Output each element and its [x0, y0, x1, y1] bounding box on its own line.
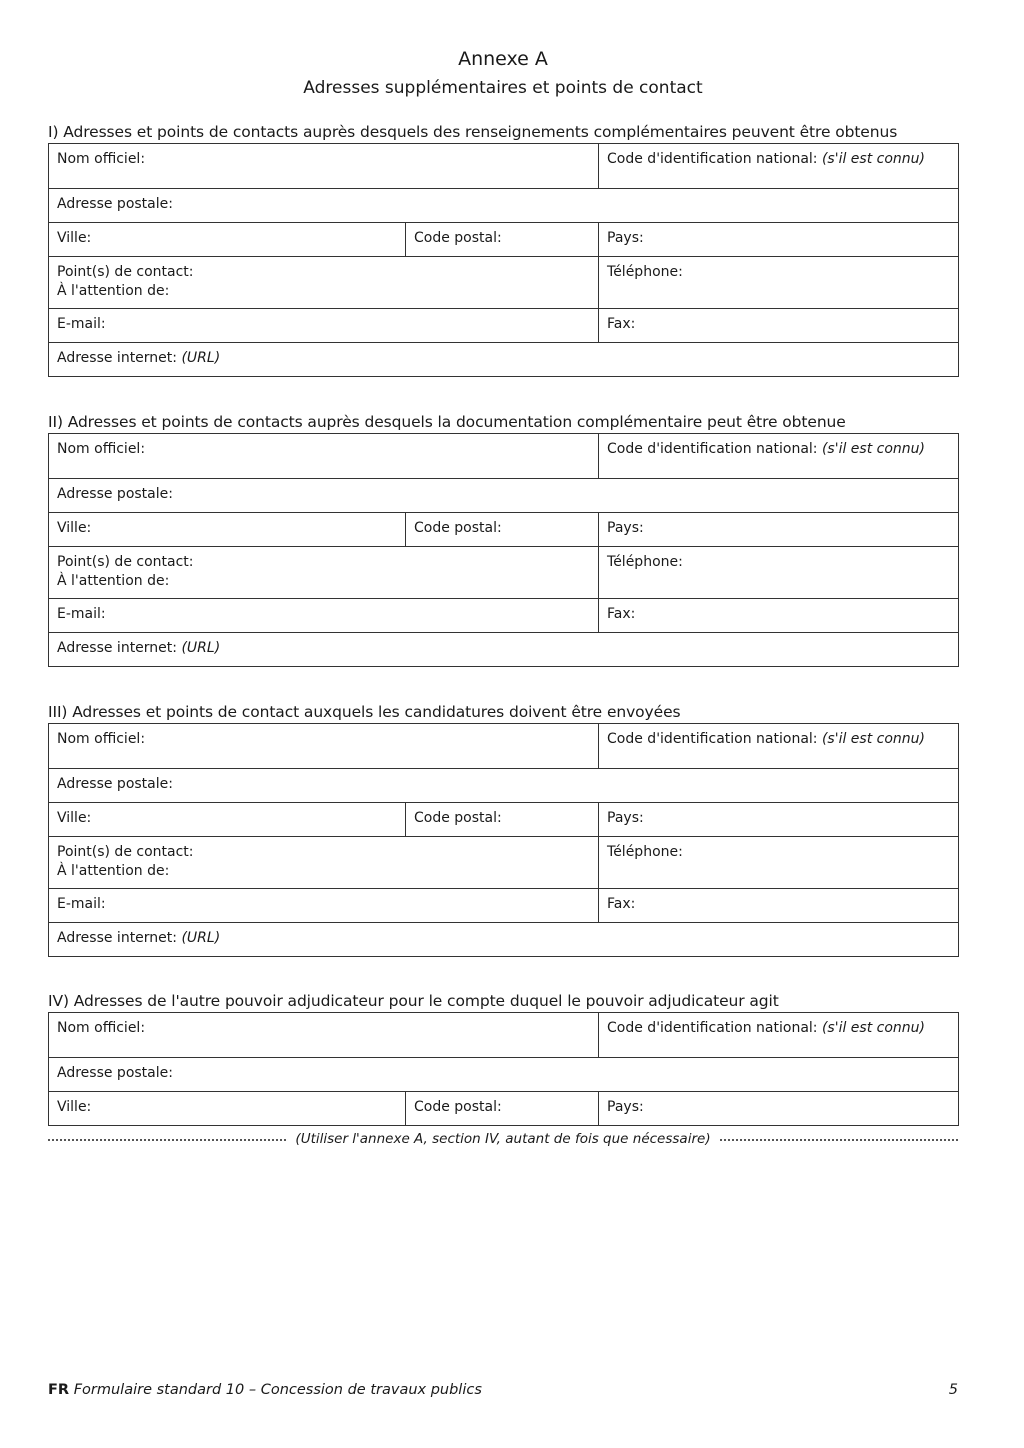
- field-label: Téléphone:: [607, 844, 683, 860]
- fax-field[interactable]: [599, 889, 959, 923]
- fax-field[interactable]: [599, 309, 959, 343]
- pays-field[interactable]: [599, 1092, 959, 1126]
- code-identification-field[interactable]: [599, 1013, 959, 1058]
- pays-field[interactable]: [599, 223, 959, 257]
- field-label: Fax:: [607, 316, 636, 332]
- field-label: À l'attention de:: [57, 283, 170, 299]
- section-1: [48, 121, 958, 377]
- field-note: (URL): [181, 930, 221, 946]
- field-note: (s'il est connu): [821, 441, 925, 457]
- contact-form-table: [48, 723, 959, 957]
- adresse-postale-field[interactable]: [49, 1058, 959, 1092]
- field-label: Nom officiel:: [57, 731, 146, 747]
- email-field[interactable]: [49, 599, 599, 633]
- field-label: Ville:: [57, 810, 92, 826]
- annex-subtitle: Adresses supplémentaires et points de contact: [303, 78, 703, 98]
- form-footer-label: [48, 1382, 482, 1398]
- field-label: Ville:: [57, 520, 92, 536]
- field-label: Code postal:: [414, 1099, 502, 1115]
- repeat-note: [48, 1131, 958, 1147]
- telephone-field[interactable]: [599, 547, 959, 599]
- section-heading: II) Adresses et points de contacts auprès desquels la documentation complémentaire peut être obtenue: [48, 413, 846, 431]
- fax-field[interactable]: [599, 599, 959, 633]
- field-label: Point(s) de contact:: [57, 554, 194, 570]
- field-label: E-mail:: [57, 896, 106, 912]
- code-postal-field[interactable]: [406, 223, 599, 257]
- field-label: Adresse postale:: [57, 776, 173, 792]
- field-label: Code d'identification national:: [607, 151, 818, 167]
- field-label: Téléphone:: [607, 554, 683, 570]
- field-label: Nom officiel:: [57, 441, 146, 457]
- field-label: Ville:: [57, 230, 92, 246]
- field-label: À l'attention de:: [57, 863, 170, 879]
- contact-form-table: [48, 433, 959, 667]
- field-label: Pays:: [607, 1099, 644, 1115]
- contact-form-table: [48, 143, 959, 377]
- field-label: Code postal:: [414, 230, 502, 246]
- nom-officiel-field[interactable]: [49, 724, 599, 769]
- point-contact-field[interactable]: [49, 257, 599, 309]
- adresse-internet-field[interactable]: [49, 343, 959, 377]
- page-number: 5: [948, 1382, 958, 1398]
- email-field[interactable]: [49, 889, 599, 923]
- code-identification-field[interactable]: [599, 144, 959, 189]
- field-label: Adresse internet:: [57, 350, 177, 366]
- field-label: Pays:: [607, 520, 644, 536]
- nom-officiel-field[interactable]: [49, 1013, 599, 1058]
- section-heading: III) Adresses et points de contact auxquels les candidatures doivent être envoyées: [48, 703, 681, 721]
- field-label: Code d'identification national:: [607, 441, 818, 457]
- code-postal-field[interactable]: [406, 803, 599, 837]
- section-heading: I) Adresses et points de contacts auprès desquels des renseignements complémentaires peuvent être obtenus: [48, 123, 898, 141]
- field-note: (s'il est connu): [821, 151, 925, 167]
- code-identification-field[interactable]: [599, 434, 959, 479]
- pays-field[interactable]: [599, 513, 959, 547]
- annex-title: Annexe A: [458, 48, 548, 70]
- field-label: E-mail:: [57, 316, 106, 332]
- ville-field[interactable]: [49, 1092, 406, 1126]
- language-code: FR: [48, 1382, 70, 1398]
- adresse-postale-field[interactable]: [49, 769, 959, 803]
- dotted-leader: [48, 1139, 286, 1141]
- field-label: Adresse postale:: [57, 1065, 173, 1081]
- section-2: [48, 411, 958, 667]
- field-note: (s'il est connu): [821, 731, 925, 747]
- adresse-postale-field[interactable]: [49, 189, 959, 223]
- dotted-leader: [720, 1139, 958, 1141]
- field-label: Code postal:: [414, 810, 502, 826]
- field-label: Téléphone:: [607, 264, 683, 280]
- field-note: (s'il est connu): [821, 1020, 925, 1036]
- field-label: Code d'identification national:: [607, 731, 818, 747]
- adresse-internet-field[interactable]: [49, 923, 959, 957]
- form-name: Formulaire standard 10 – Concession de travaux publics: [73, 1382, 482, 1398]
- field-label: Adresse internet:: [57, 930, 177, 946]
- email-field[interactable]: [49, 309, 599, 343]
- field-note: (URL): [181, 640, 221, 656]
- field-label: E-mail:: [57, 606, 106, 622]
- field-label: Ville:: [57, 1099, 92, 1115]
- field-note: (URL): [181, 350, 221, 366]
- nom-officiel-field[interactable]: [49, 434, 599, 479]
- code-postal-field[interactable]: [406, 513, 599, 547]
- point-contact-field[interactable]: [49, 837, 599, 889]
- field-label: Code postal:: [414, 520, 502, 536]
- field-label: Fax:: [607, 896, 636, 912]
- section-heading: IV) Adresses de l'autre pouvoir adjudicateur pour le compte duquel le pouvoir adjudicateur agit: [48, 992, 779, 1010]
- section-3: [48, 701, 958, 957]
- telephone-field[interactable]: [599, 257, 959, 309]
- repeat-note-text: (Utiliser l'annexe A, section IV, autant de fois que nécessaire): [295, 1131, 711, 1147]
- field-label: Pays:: [607, 230, 644, 246]
- section-4: [48, 990, 958, 1126]
- field-label: Adresse postale:: [57, 196, 173, 212]
- pays-field[interactable]: [599, 803, 959, 837]
- field-label: À l'attention de:: [57, 573, 170, 589]
- ville-field[interactable]: [49, 803, 406, 837]
- code-identification-field[interactable]: [599, 724, 959, 769]
- adresse-postale-field[interactable]: [49, 479, 959, 513]
- adresse-internet-field[interactable]: [49, 633, 959, 667]
- telephone-field[interactable]: [599, 837, 959, 889]
- field-label: Code d'identification national:: [607, 1020, 818, 1036]
- field-label: Nom officiel:: [57, 1020, 146, 1036]
- field-label: Point(s) de contact:: [57, 264, 194, 280]
- point-contact-field[interactable]: [49, 547, 599, 599]
- field-label: Nom officiel:: [57, 151, 146, 167]
- page-footer: [48, 1382, 958, 1398]
- ville-field[interactable]: [49, 223, 406, 257]
- field-label: Point(s) de contact:: [57, 844, 194, 860]
- nom-officiel-field[interactable]: [49, 144, 599, 189]
- field-label: Adresse postale:: [57, 486, 173, 502]
- field-label: Fax:: [607, 606, 636, 622]
- contact-form-table: [48, 1012, 959, 1126]
- field-label: Pays:: [607, 810, 644, 826]
- field-label: Adresse internet:: [57, 640, 177, 656]
- ville-field[interactable]: [49, 513, 406, 547]
- code-postal-field[interactable]: [406, 1092, 599, 1126]
